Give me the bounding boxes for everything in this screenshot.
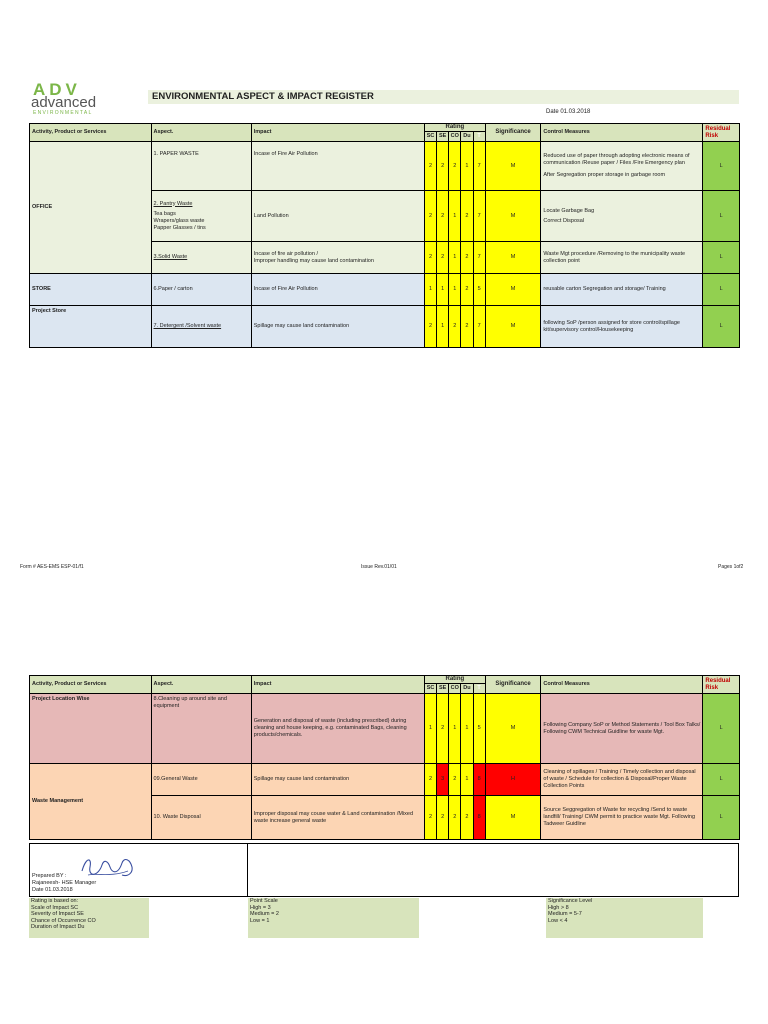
control-cell [541, 142, 703, 191]
aspect-line: Papper Glasses / tins [153, 224, 206, 231]
aspect-cell [151, 191, 251, 242]
control-text: Locate Garbage Bag [543, 207, 595, 214]
aspect-cell: 7. Detergent /Solvent waste [151, 306, 251, 348]
table-row [30, 764, 740, 796]
significance-cell: H [485, 764, 541, 796]
rating-co: 2 [449, 796, 461, 840]
residual-cell: L [703, 694, 740, 764]
rating-se: 2 [437, 242, 449, 274]
significance-cell: M [485, 694, 541, 764]
control-text-2: After Segregation proper storage in garbage room [543, 172, 666, 178]
legend-points-line: Low = 1 [250, 917, 270, 924]
impact-cell: Generation and disposal of waste (including prescribed) during cleaning and house keeping, e.g. contaminated Bags, cleaning products/chemicals. [251, 694, 424, 764]
rating-col-du: Du [461, 132, 473, 142]
residual-cell: L [703, 274, 740, 306]
header-significance: Significance [485, 676, 541, 694]
table-row [30, 694, 740, 764]
significance-cell: M [485, 306, 541, 348]
rating-total: 5 [473, 274, 485, 306]
rating-sc: 1 [424, 694, 436, 764]
significance-cell: M [485, 191, 541, 242]
rating-co: 1 [449, 694, 461, 764]
residual-cell: L [703, 796, 740, 840]
table-row [30, 274, 740, 306]
control-cell: following SoP /person assigned for store control/spillage kit/supervisory control/Housekeeping [541, 306, 703, 348]
rating-co: 1 [449, 242, 461, 274]
header-rating: Rating [424, 676, 485, 684]
aspect-cell: 10. Waste Disposal [151, 796, 251, 840]
impact-text-2: Improper handling may cause land contamination [253, 257, 374, 264]
rating-se: 2 [437, 191, 449, 242]
activity-project-location: Project Location Wise [30, 694, 152, 764]
rating-total: 8 [473, 764, 485, 796]
company-logo-name: advanced [31, 94, 97, 111]
rating-se: 2 [437, 796, 449, 840]
page-count: Pages 1of2 [718, 564, 744, 570]
prepared-name: Rajaneesh- HSE Manager [32, 880, 97, 886]
rating-du: 2 [461, 796, 473, 840]
header-residual: Residual Risk [703, 676, 740, 694]
impact-cell [251, 242, 424, 274]
impact-cell: Spillage may cause land contamination [251, 764, 424, 796]
legend-sig-line: Medium = 5-7 [548, 911, 582, 917]
rating-col-t: T [473, 132, 485, 142]
legend-basis-line: Duration of Impact Du [31, 924, 85, 930]
activity-waste-management: Waste Management [30, 764, 152, 840]
aspect-cell: 8.Cleaning up around site and equipment [151, 694, 251, 764]
company-logo-subtitle: ENVIRONMENTAL [33, 110, 93, 116]
rating-se: 1 [437, 274, 449, 306]
legend-sig-line: Low < 4 [548, 917, 568, 924]
rating-sc: 2 [424, 796, 436, 840]
control-cell: Source Seggregation of Waste for recycling /Send to waste landfill/ Training/ CWM permit to practice waste Mgt. Following Tadweer Guidline [541, 796, 703, 840]
aspect-title: 2. Pantry Waste [153, 200, 193, 207]
significance-cell: M [485, 242, 541, 274]
legend-basis-line: Chance of Occurrence CO [31, 917, 96, 924]
register-table-page1 [29, 123, 740, 348]
rating-se: 2 [437, 694, 449, 764]
rating-du: 2 [461, 191, 473, 242]
legend-points-line: Medium = 2 [250, 911, 279, 917]
header-control: Control Measures [541, 676, 703, 694]
rating-total: 5 [473, 694, 485, 764]
rating-sc: 2 [424, 242, 436, 274]
rating-col-se: SE [437, 132, 449, 142]
rating-sc: 1 [424, 274, 436, 306]
rating-total: 7 [473, 191, 485, 242]
signature-divider [247, 843, 248, 897]
legend-basis-line: Rating is based on: [31, 898, 79, 904]
header-significance: Significance [485, 124, 541, 142]
activity-project-store: Project Store [30, 306, 152, 348]
legend-basis-line: Severity of Impact SE [31, 911, 84, 917]
rating-du: 2 [461, 274, 473, 306]
header-residual: Residual Risk [703, 124, 740, 142]
impact-text: Incase of fire air pollution / [253, 250, 318, 257]
control-cell: Following Company SoP or Method Statements / Tool Box Talks/ Following CWM Technical Guidline for waste Mgt. [541, 694, 703, 764]
rating-total: 8 [473, 796, 485, 840]
activity-store: STORE [30, 274, 152, 306]
rating-se: 1 [437, 306, 449, 348]
legend-significance [546, 898, 703, 938]
rating-co: 2 [449, 142, 461, 191]
rating-col-co: CO [449, 132, 461, 142]
form-number: Form # AES-EMS ESP-01/f1 [20, 564, 84, 570]
rating-col-co: CO [449, 684, 461, 694]
impact-cell: Incase of Fire Air Pollution [251, 142, 424, 191]
legend-basis-line: Scale of Impact SC [31, 904, 79, 911]
control-text-2: Correct Disposal [543, 217, 585, 224]
header-activity: Activity, Product or Services [30, 124, 152, 142]
rating-du: 2 [461, 306, 473, 348]
impact-cell: Spillage may cause land contamination [251, 306, 424, 348]
impact-cell: Improper disposal may couse water & Land contamination /Mixed waste increase general waste [251, 796, 424, 840]
rating-total: 7 [473, 142, 485, 191]
aspect-cell: 3.Solid Waste [151, 242, 251, 274]
control-cell: Waste Mgt procedure /Removing to the municipality waste collection point [541, 242, 703, 274]
rating-sc: 2 [424, 142, 436, 191]
residual-cell: L [703, 142, 740, 191]
legend-points-line: High = 3 [250, 904, 271, 911]
rating-sc: 2 [424, 306, 436, 348]
impact-cell: Incase of Fire Air Pollution [251, 274, 424, 306]
legend-sig-line: High > 8 [548, 904, 569, 911]
document-date: Date 01.03.2018 [546, 109, 591, 115]
rating-co: 1 [449, 191, 461, 242]
residual-cell: L [703, 191, 740, 242]
control-cell: reusable carton Segregation and storage/ Training [541, 274, 703, 306]
legend-basis [29, 898, 149, 938]
rating-col-du: Du [461, 684, 473, 694]
rating-co: 2 [449, 764, 461, 796]
rating-col-sc: SC [424, 684, 436, 694]
significance-cell: M [485, 274, 541, 306]
rating-du: 2 [461, 242, 473, 274]
impact-cell: Land Pollution [251, 191, 424, 242]
rating-du: 1 [461, 764, 473, 796]
header-rating: Rating [424, 124, 485, 132]
activity-office: OFFICE [30, 142, 152, 274]
table-row [30, 306, 740, 348]
table-row [30, 142, 740, 191]
prepared-label: Prepared BY : [32, 873, 67, 879]
rating-total: 7 [473, 306, 485, 348]
rating-legend [29, 898, 739, 938]
rating-se: 2 [437, 142, 449, 191]
header-aspect: Aspect. [151, 676, 251, 694]
prepared-by [32, 873, 96, 894]
rating-col-t: T [473, 684, 485, 694]
rating-sc: 2 [424, 764, 436, 796]
aspect-cell: 6.Paper / carton [151, 274, 251, 306]
aspect-line: Wrapers/glass waste [153, 217, 205, 224]
rating-du: 1 [461, 142, 473, 191]
aspect-cell: 1. PAPER WASTE [151, 142, 251, 191]
rating-co: 2 [449, 306, 461, 348]
control-cell [541, 191, 703, 242]
control-cell: Cleaning of spillages / Training / Timely collection and disposal of waste / Schedule for collection & Disposal/Proper Waste Collection Points [541, 764, 703, 796]
residual-cell: L [703, 764, 740, 796]
company-logo-mark: ADV [33, 80, 81, 99]
rating-total: 7 [473, 242, 485, 274]
rating-sc: 2 [424, 191, 436, 242]
aspect-cell: 09.General Waste [151, 764, 251, 796]
rating-col-sc: SC [424, 132, 436, 142]
header-activity: Activity, Product or Services [30, 676, 152, 694]
rating-co: 1 [449, 274, 461, 306]
legend-sig-line: Significance Level [548, 898, 593, 904]
significance-cell: M [485, 142, 541, 191]
issue-revision: Issue Rev.01/01 [361, 564, 397, 570]
header-impact: Impact [251, 124, 424, 142]
register-table-page2 [29, 675, 740, 840]
header-control: Control Measures [541, 124, 703, 142]
document-title: ENVIRONMENTAL ASPECT & IMPACT REGISTER [148, 90, 739, 104]
header-impact: Impact [251, 676, 424, 694]
prepared-date: Date 01.03.2018 [32, 887, 73, 893]
significance-cell: M [485, 796, 541, 840]
control-text: Reduced use of paper through adopting electronic means of communication /Reuse paper / Files /Fire Emergency plan [543, 153, 690, 166]
rating-col-se: SE [437, 684, 449, 694]
legend-points-line: Point Scale [250, 898, 278, 904]
legend-point-scale [248, 898, 419, 938]
header-aspect: Aspect. [151, 124, 251, 142]
rating-du: 1 [461, 694, 473, 764]
aspect-line: Tea bags [153, 210, 176, 217]
residual-cell: L [703, 306, 740, 348]
rating-se: 3 [437, 764, 449, 796]
residual-cell: L [703, 242, 740, 274]
